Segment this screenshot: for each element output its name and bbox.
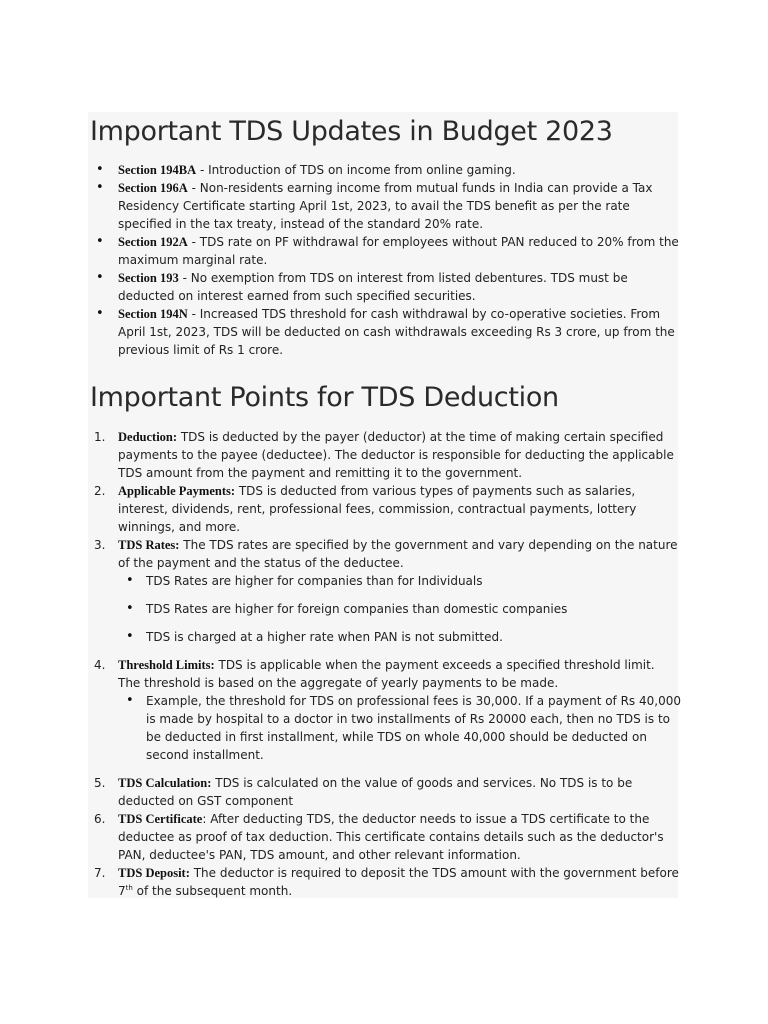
list-item	[94, 774, 680, 810]
point-term: TDS Certificate	[118, 812, 203, 826]
item-text: - Increased TDS threshold for cash withdrawal by co-operative societies. From April 1st, 2023, TDS will be deducted on cash withdrawals exceeding Rs 3 crore, up from the previous limit of Rs 1 crore.	[118, 307, 675, 357]
item-number: 7.	[94, 866, 106, 880]
tds-rates-sublist	[146, 572, 682, 646]
item-text: - No exemption from TDS on interest from listed debentures. TDS must be deducted on interest earned from such specified securities.	[118, 271, 628, 303]
list-item	[94, 864, 680, 900]
item-text: - TDS rate on PF withdrawal for employees without PAN reduced to 20% from the maximum marginal rate.	[118, 235, 679, 267]
section-term: Section 192A	[118, 235, 188, 249]
list-item	[94, 428, 680, 482]
budget-updates-list	[118, 161, 680, 359]
item-text: : After deducting TDS, the deductor needs to issue a TDS certificate to the deductee as proof of tax deduction. This certificate contains details such as the deductor's PAN, deductee's PAN, TDS amount, and other relevant information.	[118, 812, 664, 862]
list-item	[94, 656, 681, 764]
item-number: 2.	[94, 484, 106, 498]
point-term: TDS Rates:	[118, 538, 180, 552]
point-term: Threshold Limits:	[118, 658, 215, 672]
item-number: 4.	[94, 658, 106, 672]
list-item	[118, 179, 680, 233]
item-number: 3.	[94, 538, 106, 552]
list-item	[94, 536, 680, 646]
list-item	[118, 233, 680, 269]
list-item	[118, 161, 680, 179]
item-text: - Introduction of TDS on income from online gaming.	[196, 163, 516, 177]
point-term: Applicable Payments:	[118, 484, 236, 498]
list-item	[94, 810, 680, 864]
point-term: Deduction:	[118, 430, 178, 444]
item-text: TDS is applicable when the payment exceeds a specified threshold limit. The threshold is based on the aggregate of yearly payments to be made.	[118, 658, 655, 690]
item-text: TDS is deducted from various types of payments such as salaries, interest, dividends, rent, professional fees, commission, contractual payments, lottery winnings, and more.	[118, 484, 637, 534]
threshold-sublist	[146, 692, 682, 764]
section-title-tds-points: Important Points for TDS Deduction	[90, 382, 559, 413]
list-item	[118, 305, 680, 359]
sub-list-item: • Example, the threshold for TDS on professional fees is 30,000. If a payment of Rs 40,000 is made by hospital to a doctor in two installments of Rs 20000 each, then no TDS is to be deducted in first installment, while TDS on whole 40,000 should be deducted on second installment.	[146, 692, 682, 764]
item-text: The TDS rates are specified by the government and vary depending on the nature of the payment and the status of the deductee.	[118, 538, 678, 570]
section-term: Section 193	[118, 271, 179, 285]
sub-list-item: • TDS Rates are higher for companies than for Individuals	[146, 572, 682, 590]
item-text: TDS is calculated on the value of goods and services. No TDS is to be deducted on GST component	[118, 776, 633, 808]
item-number: 1.	[94, 430, 106, 444]
sub-list-item: • TDS is charged at a higher rate when PAN is not submitted.	[146, 628, 682, 646]
list-item	[118, 269, 680, 305]
section-term: Section 194BA	[118, 163, 197, 177]
tds-points-list	[94, 428, 681, 900]
item-number: 6.	[94, 812, 106, 826]
item-text: TDS is deducted by the payer (deductor) at the time of making certain specified payments to the payee (deductee). The deductor is responsible for deducting the applicable TDS amount from the payment and remitting it to the government.	[118, 430, 674, 480]
point-term: TDS Calculation:	[118, 776, 212, 790]
item-number: 5.	[94, 776, 106, 790]
section-title-budget-updates: Important TDS Updates in Budget 2023	[90, 116, 613, 147]
ordinal-suffix: th	[125, 884, 133, 892]
item-text-tail: of the subsequent month.	[132, 884, 293, 898]
section-term: Section 194N	[118, 307, 188, 321]
section-term: Section 196A	[118, 181, 188, 195]
point-term: TDS Deposit:	[118, 866, 190, 880]
sub-list-item: • TDS Rates are higher for foreign companies than domestic companies	[146, 600, 682, 618]
list-item	[94, 482, 680, 536]
item-text: - Non-residents earning income from mutual funds in India can provide a Tax Residency Certificate starting April 1st, 2023, to avail the TDS benefit as per the rate specified in the tax treaty, instead of the standard 20% rate.	[118, 181, 653, 231]
item-text: The deductor is required to deposit the TDS amount with the government before 7	[118, 866, 679, 898]
